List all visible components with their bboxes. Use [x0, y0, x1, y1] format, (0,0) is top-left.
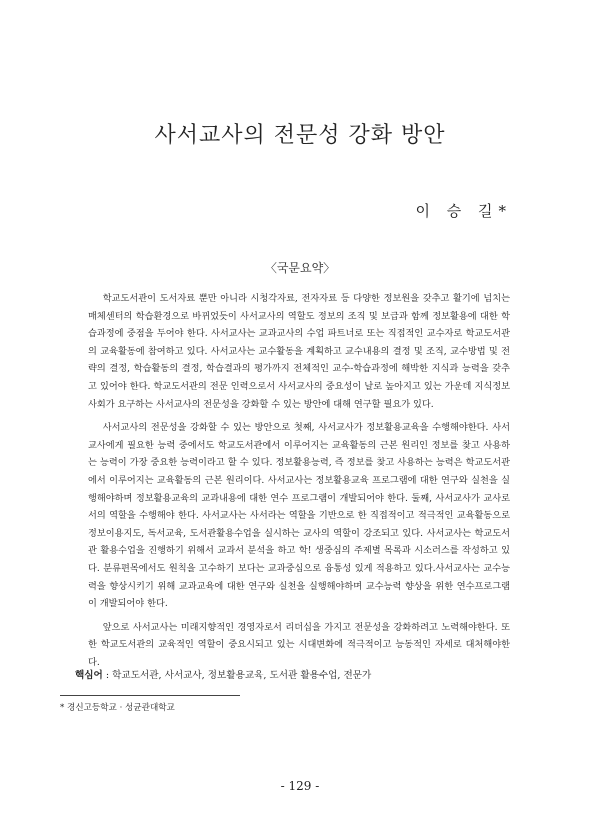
keywords-label: 핵심어 — [75, 670, 103, 681]
abstract-paragraph-3: 앞으로 사서교사는 미래지향적인 경영자로서 리더십을 가지고 전문성을 강화하려고 노력해야한다. 또한 학교도서관의 교육적인 역할이 중요시되고 있는 시대변화에 적극적이고 능동적인 자세로 대처해야한다. — [88, 621, 510, 668]
keywords-text: 학교도서관, 사서교사, 정보활용교육, 도서관 활용수업, 전문가 — [112, 670, 372, 681]
abstract-heading: 〈국문요약〉 — [264, 261, 336, 275]
keywords-line — [75, 667, 535, 681]
keywords-separator: : — [102, 670, 113, 681]
abstract-paragraph-1: 학교도서관이 도서자료 뿐만 아니라 시청각자료, 전자자료 등 다양한 정보원을 갖추고 활기에 넘치는 매체센터의 학습환경으로 바뀌었듯이 사서교사의 역할도 정보의 조직 및 보급과 함께 정보활용에 대한 학습과정에 중점을 두어야 한다. 사서교사는 교과교사의 수업 파트너로 또는 직접적인 교수자로 학교도서관의 교육활동에 참여하고 있다. 사서교사는 교수활동을 계획하고 교수내용의 결정 및 조직, 교수방법 및 전략의 결정, 학습활동의 결정, 학습결과의 평가까지 전체적인 교수-학습과정에 해박한 지식과 능력을 갖추고 있어야 한다. 학교도서관의 전문 인력으로서 사서교사의 중요성이 날로 높아지고 있는 가운데 지식정보사회가 요구하는 사서교사의 전문성을 강화할 수 있는 방안에 대해 연구할 필요가 있다. — [88, 293, 510, 410]
footnote-divider — [60, 695, 240, 696]
paper-title: 사서교사의 전문성 강화 방안 — [154, 123, 446, 148]
abstract-paragraph-2: 사서교사의 전문성을 강화할 수 있는 방안으로 첫째, 사서교사가 정보활용교육을 수행해야한다. 사서교사에게 필요한 능력 중에서도 학교도서관에서 이루어지는 교육활동의 근본 원리인 정보를 찾고 사용하는 능력이 가장 중요한 능력이라고 할 수 있다. 정보활용능력, 즉 정보를 찾고 사용하는 능력은 학교도서관에서 이루어지는 교육활동의 근본 원리이다. 사서교사는 정보활용교육 프로그램에 대한 연구와 실천을 실행해야하며 정보활용교육의 교과내용에 대한 연수 프로그램이 개발되어야 한다. 둘째, 사서교사가 교사로서의 역할을 수행해야 한다. 사서교사는 사서라는 역할을 기반으로 한 직접적이고 적극적인 교육활동으로 정보이용지도, 독서교육, 도서관활용수업을 실시하는 교사의 역할이 강조되고 있다. 사서교사는 학교도서관 활용수업을 진행하기 위해서 교과서 분석을 하고 학! 생중심의 주제별 목록과 시소러스를 작성하고 있다. 분류편목에서도 원칙을 고수하기 보다는 교과중심으로 융통성 있게 적용하고 있다.사서교사는 교수능력을 향상시키기 위해 교과교육에 대한 연구와 실천을 실행해야하며 교수능력 향상을 위한 연수프로그램이 개발되어야 한다. — [88, 422, 510, 610]
author-name: 이 승 길* — [415, 202, 512, 220]
page-number: - 129 - — [280, 779, 320, 793]
abstract-body — [88, 290, 510, 677]
author-affiliation-footnote: * 경신고등학교 · 성균관대학교 — [60, 703, 175, 713]
